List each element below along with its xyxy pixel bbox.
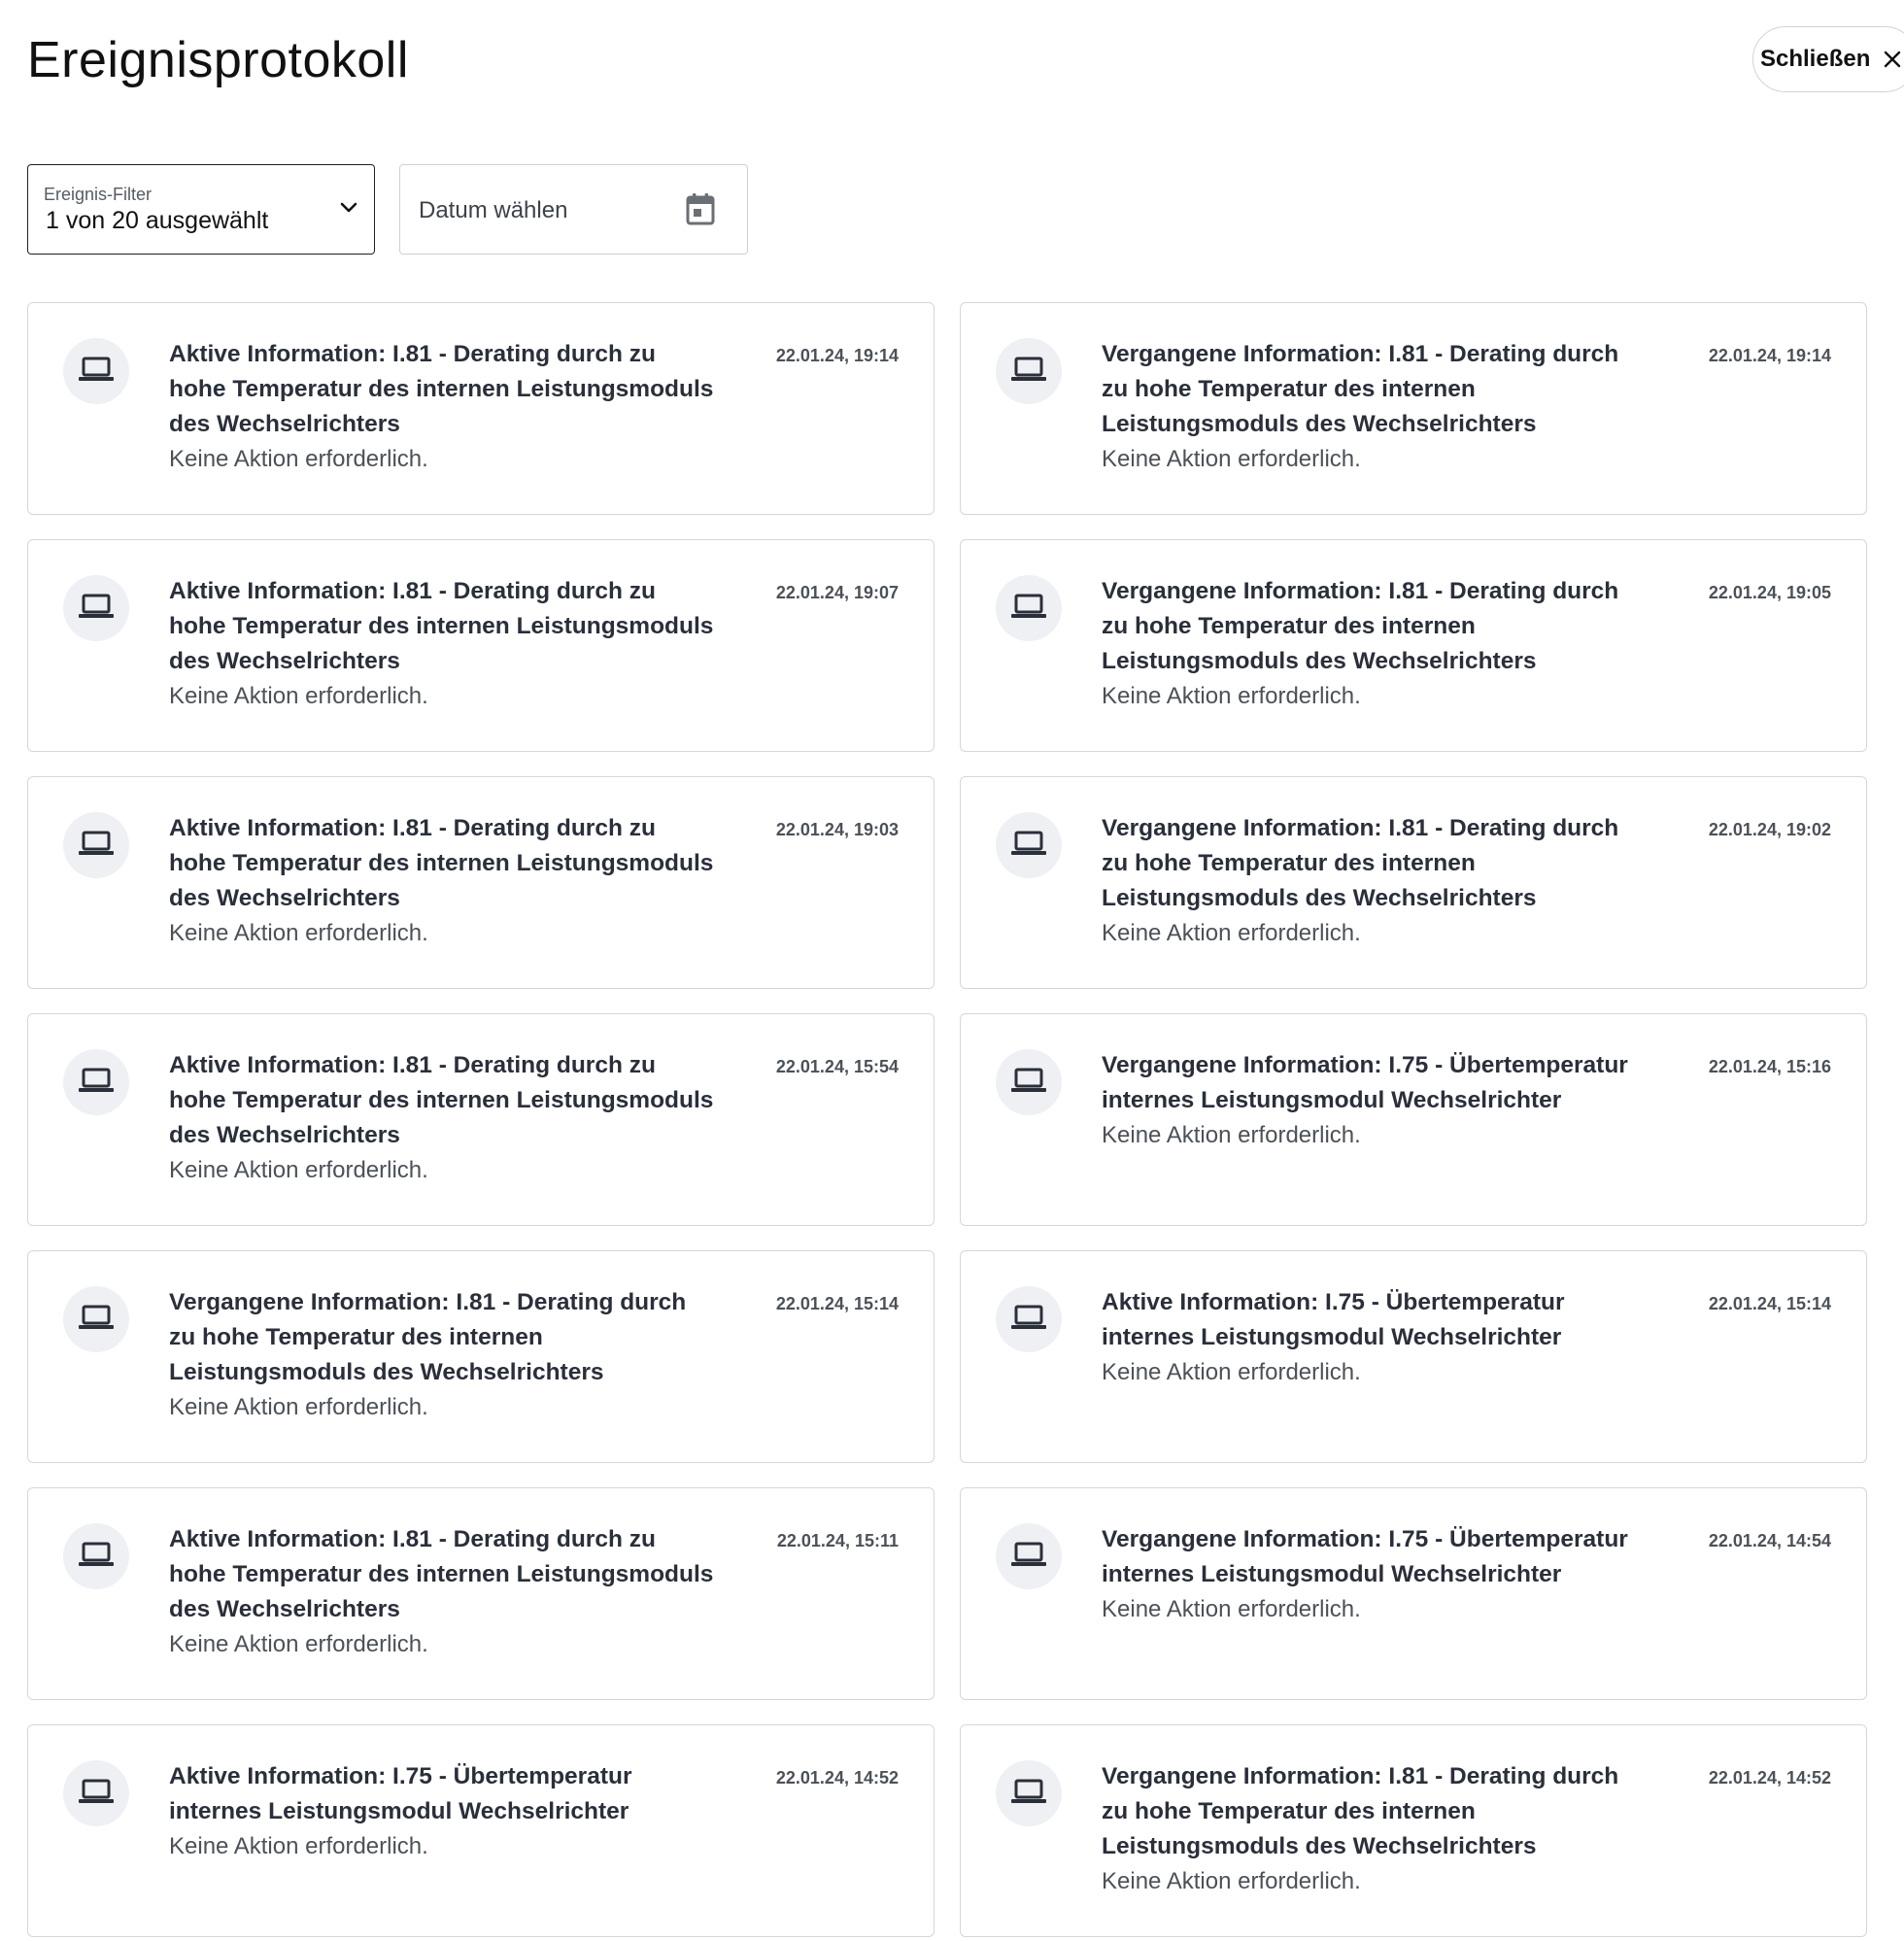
laptop-icon: [78, 1067, 115, 1099]
close-button[interactable]: [1752, 26, 1904, 92]
event-subtitle: Keine Aktion erforderlich.: [169, 1631, 428, 1657]
event-subtitle: Keine Aktion erforderlich.: [1102, 920, 1361, 946]
laptop-icon: [78, 356, 115, 388]
laptop-icon: [78, 593, 115, 625]
event-title: Aktive Information: I.81 - Derating durch zu hohe Temperatur des internen Leistungsmoduls des Wechselrichters: [169, 341, 714, 437]
event-list: [27, 302, 1867, 1937]
event-body: [1102, 1759, 1651, 1899]
event-card[interactable]: [27, 302, 935, 515]
laptop-icon: [1010, 1304, 1047, 1336]
close-icon: [1884, 51, 1901, 68]
event-timestamp: 22.01.24, 14:54: [1708, 1531, 1831, 1550]
device-badge: [63, 1760, 129, 1826]
laptop-icon: [78, 1304, 115, 1336]
device-badge: [996, 1286, 1062, 1352]
event-title: Vergangene Information: I.81 - Derating durch zu hohe Temperatur des internen Leistungsmoduls des Wechselrichters: [1102, 341, 1619, 437]
event-title: Aktive Information: I.75 - Übertemperatur internes Leistungsmodul Wechselrichter: [169, 1763, 632, 1824]
event-filter-label: Ereignis-Filter: [44, 185, 153, 204]
device-badge: [63, 575, 129, 641]
event-card[interactable]: [960, 1724, 1867, 1937]
event-subtitle: Keine Aktion erforderlich.: [1102, 1868, 1361, 1894]
event-subtitle: Keine Aktion erforderlich.: [169, 920, 428, 946]
laptop-icon: [1010, 356, 1047, 388]
event-title: Vergangene Information: I.81 - Derating durch zu hohe Temperatur des internen Leistungsmoduls des Wechselrichters: [1102, 815, 1619, 911]
event-card[interactable]: [27, 1724, 935, 1937]
event-timestamp: 22.01.24, 15:54: [775, 1057, 899, 1076]
event-timestamp: 22.01.24, 19:14: [1708, 346, 1831, 365]
event-subtitle: Keine Aktion erforderlich.: [169, 1394, 428, 1420]
laptop-icon: [78, 1778, 115, 1810]
device-badge: [63, 1286, 129, 1352]
chevron-down-icon: [339, 200, 358, 219]
event-subtitle: Keine Aktion erforderlich.: [169, 1157, 428, 1183]
laptop-icon: [78, 830, 115, 862]
event-title: Vergangene Information: I.81 - Derating durch zu hohe Temperatur des internen Leistungsmoduls des Wechselrichters: [1102, 1763, 1619, 1859]
laptop-icon: [1010, 830, 1047, 862]
event-body: [169, 811, 719, 951]
device-badge: [63, 338, 129, 404]
date-picker-input[interactable]: [399, 164, 748, 255]
event-subtitle: Keine Aktion erforderlich.: [1102, 446, 1361, 472]
event-body: [1102, 337, 1651, 477]
event-subtitle: Keine Aktion erforderlich.: [169, 446, 428, 472]
event-subtitle: Keine Aktion erforderlich.: [1102, 1122, 1361, 1148]
device-badge: [996, 338, 1062, 404]
event-body: [1102, 1048, 1651, 1153]
event-body: [169, 1759, 719, 1864]
event-card[interactable]: [960, 1013, 1867, 1226]
event-card[interactable]: [27, 1487, 935, 1700]
laptop-icon: [1010, 1067, 1047, 1099]
close-button-label: Schließen: [1760, 46, 1871, 72]
event-body: [169, 574, 719, 714]
page-title: Ereignisprotokoll: [27, 32, 409, 88]
event-timestamp: 22.01.24, 19:02: [1708, 820, 1831, 839]
event-subtitle: Keine Aktion erforderlich.: [1102, 1359, 1361, 1385]
event-body: [169, 1048, 719, 1188]
event-subtitle: Keine Aktion erforderlich.: [169, 683, 428, 709]
device-badge: [996, 575, 1062, 641]
laptop-icon: [1010, 593, 1047, 625]
event-card[interactable]: [960, 1487, 1867, 1700]
event-subtitle: Keine Aktion erforderlich.: [1102, 1596, 1361, 1622]
event-card[interactable]: [27, 1013, 935, 1226]
event-title: Vergangene Information: I.75 - Übertemperatur internes Leistungsmodul Wechselrichter: [1102, 1052, 1628, 1113]
event-subtitle: Keine Aktion erforderlich.: [1102, 683, 1361, 709]
event-card[interactable]: [27, 539, 935, 752]
laptop-icon: [1010, 1778, 1047, 1810]
event-card[interactable]: [27, 1250, 935, 1463]
device-badge: [63, 1049, 129, 1115]
event-title: Aktive Information: I.81 - Derating durch zu hohe Temperatur des internen Leistungsmoduls des Wechselrichters: [169, 578, 714, 674]
event-card[interactable]: [960, 776, 1867, 989]
event-body: [1102, 811, 1651, 951]
event-body: [1102, 574, 1651, 714]
event-timestamp: 22.01.24, 14:52: [775, 1768, 899, 1788]
device-badge: [996, 1760, 1062, 1826]
device-badge: [63, 1523, 129, 1589]
event-card[interactable]: [960, 539, 1867, 752]
event-subtitle: Keine Aktion erforderlich.: [169, 1833, 428, 1859]
event-timestamp: 22.01.24, 19:05: [1708, 583, 1831, 602]
event-timestamp: 22.01.24, 19:03: [775, 820, 899, 839]
event-body: [169, 1285, 719, 1425]
event-timestamp: 22.01.24, 19:14: [775, 346, 899, 365]
event-title: Vergangene Information: I.75 - Übertemperatur internes Leistungsmodul Wechselrichter: [1102, 1526, 1628, 1587]
event-title: Vergangene Information: I.81 - Derating durch zu hohe Temperatur des internen Leistungsmoduls des Wechselrichters: [1102, 578, 1619, 674]
event-filter-value: 1 von 20 ausgewählt: [46, 207, 269, 234]
event-card[interactable]: [27, 776, 935, 989]
event-filter-select[interactable]: [27, 164, 375, 255]
date-picker-placeholder: Datum wählen: [419, 197, 568, 223]
event-card[interactable]: [960, 302, 1867, 515]
event-body: [169, 1522, 719, 1662]
calendar-icon[interactable]: [686, 192, 715, 230]
event-title: Vergangene Information: I.81 - Derating durch zu hohe Temperatur des internen Leistungsmoduls des Wechselrichters: [169, 1289, 687, 1385]
laptop-icon: [78, 1541, 115, 1573]
event-body: [1102, 1285, 1651, 1390]
event-title: Aktive Information: I.81 - Derating durch zu hohe Temperatur des internen Leistungsmoduls des Wechselrichters: [169, 1052, 714, 1148]
device-badge: [996, 1049, 1062, 1115]
device-badge: [63, 812, 129, 878]
event-card[interactable]: [960, 1250, 1867, 1463]
laptop-icon: [1010, 1541, 1047, 1573]
event-title: Aktive Information: I.75 - Übertemperatur internes Leistungsmodul Wechselrichter: [1102, 1289, 1565, 1350]
event-timestamp: 22.01.24, 15:11: [776, 1531, 899, 1550]
event-timestamp: 22.01.24, 15:16: [1708, 1057, 1831, 1076]
event-title: Aktive Information: I.81 - Derating durch zu hohe Temperatur des internen Leistungsmoduls des Wechselrichters: [169, 1526, 714, 1622]
event-timestamp: 22.01.24, 19:07: [775, 583, 899, 602]
event-title: Aktive Information: I.81 - Derating durch zu hohe Temperatur des internen Leistungsmoduls des Wechselrichters: [169, 815, 714, 911]
event-body: [169, 337, 719, 477]
event-body: [1102, 1522, 1651, 1627]
device-badge: [996, 1523, 1062, 1589]
event-timestamp: 22.01.24, 14:52: [1708, 1768, 1831, 1788]
device-badge: [996, 812, 1062, 878]
event-timestamp: 22.01.24, 15:14: [1708, 1294, 1831, 1313]
event-timestamp: 22.01.24, 15:14: [775, 1294, 899, 1313]
